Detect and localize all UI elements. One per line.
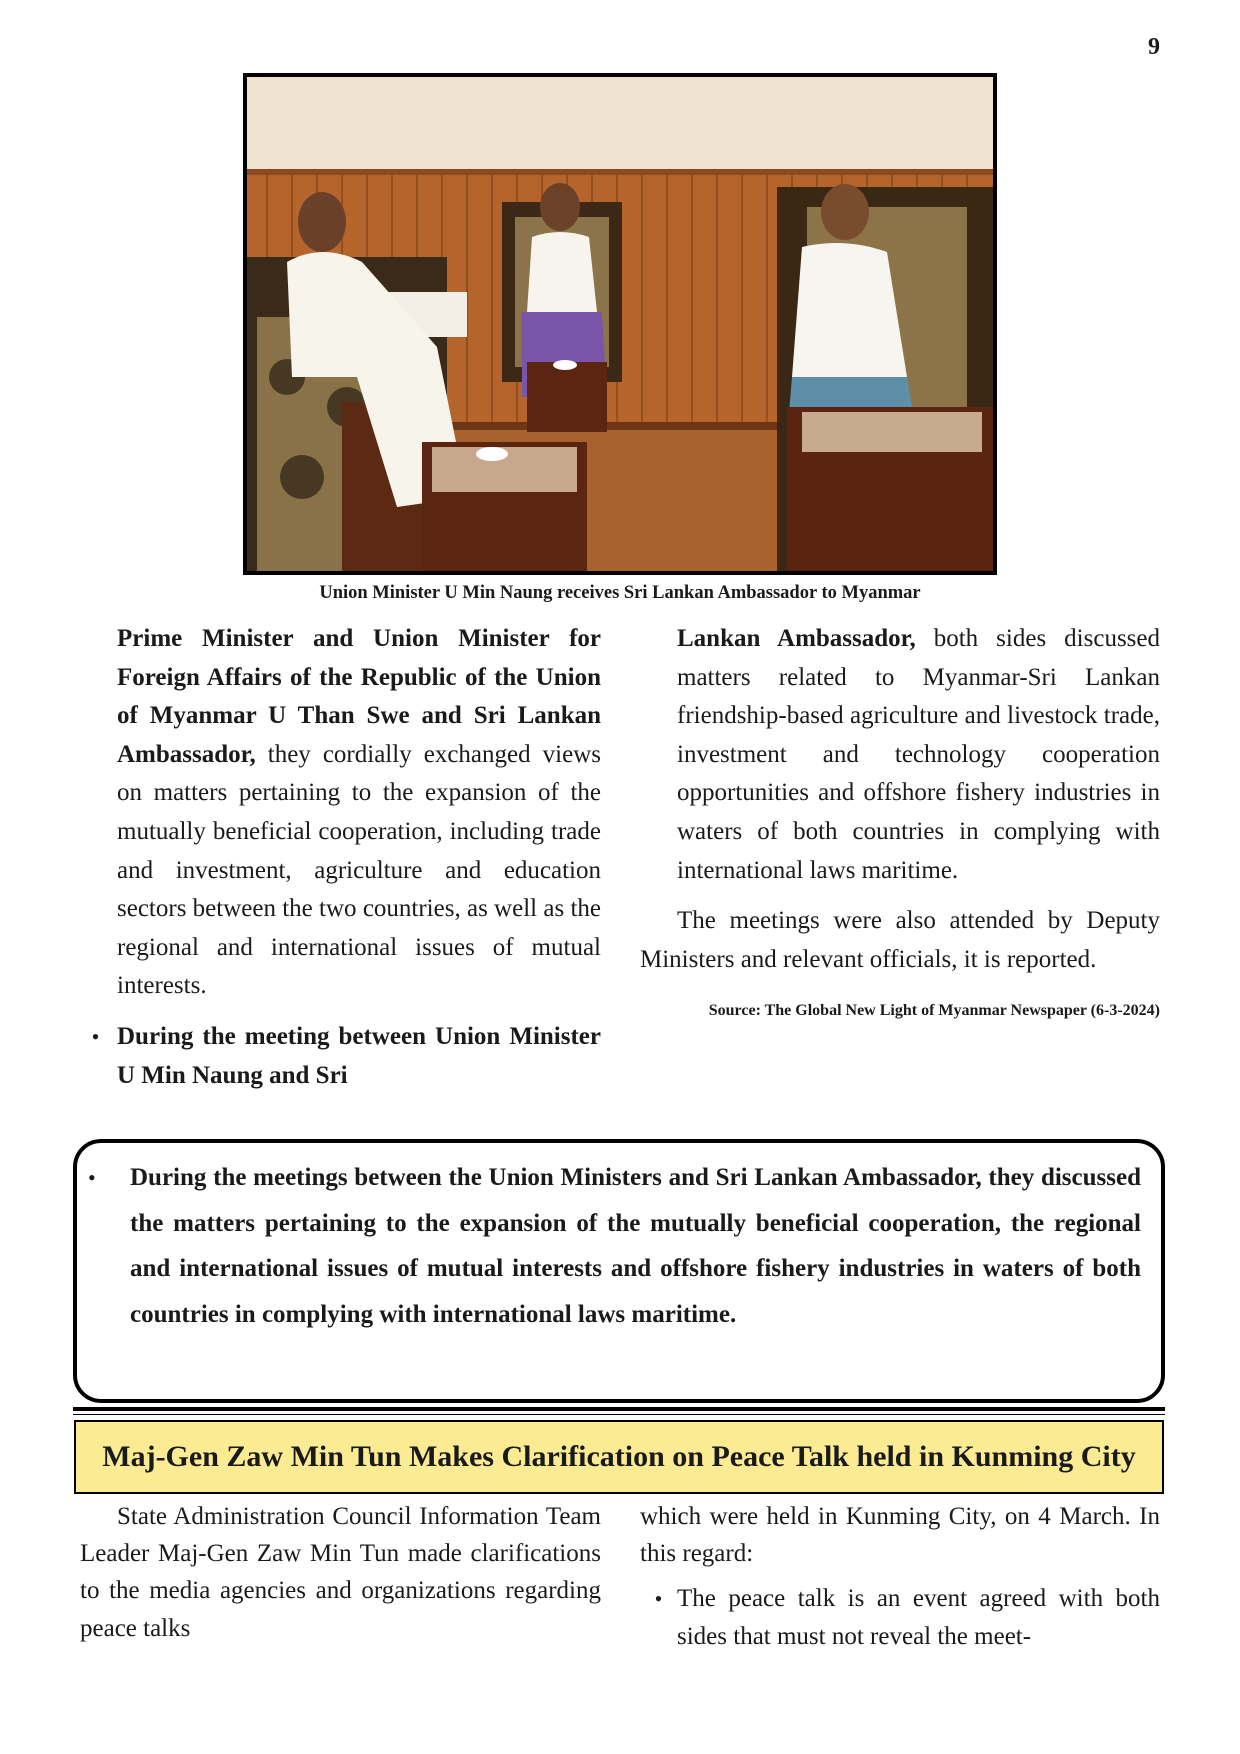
bullet-continuation	[640, 620, 1160, 890]
article2-intro: State Administration Council Information Team Leader Maj-Gen Zaw Min Tun made clarifications to the media agencies and organizations regarding peace talks	[80, 1503, 601, 1642]
section-divider	[73, 1407, 1165, 1411]
meeting-photo-illustration	[247, 77, 993, 571]
article1-right-column	[640, 620, 1160, 1021]
section-divider-thin	[73, 1414, 1165, 1415]
intro-bold-text: Prime Minister and Union Minister for Foreign Affairs of the Republic of the Union of Myanmar U Than Swe and Sri Lankan Ambassador,	[117, 625, 601, 768]
bullet-icon: •	[91, 1023, 100, 1049]
bullet2-rest-text: both sides discussed matters related to Myanmar-Sri Lankan friendship-based agriculture and livestock trade, investment and technology cooperation opportunities and offshore fishery industries in waters of both countries in complying with international laws maritime.	[677, 625, 1161, 884]
article2-headline: Maj-Gen Zaw Min Tun Makes Clarification on Peace Talk held in Kunming City	[102, 1440, 1136, 1473]
summary-bullet-icon: •	[88, 1165, 96, 1190]
intro-paragraph	[117, 620, 601, 1006]
page-number: 9	[1148, 34, 1160, 60]
article1-left-column	[91, 620, 601, 1095]
article2-left-column	[80, 1498, 601, 1647]
bullet-item-meeting	[91, 1018, 601, 1095]
source-citation: Source: The Global New Light of Myanmar Newspaper (6-3-2024)	[708, 1002, 1160, 1020]
article2-bullet-item	[640, 1580, 1160, 1654]
bullet2-bold-left: During the meeting between Union Minister U Min Naung and Sri	[117, 1022, 601, 1089]
article2-bullet1: The peace talk is an event agreed with both sides that must not reveal the meet-	[677, 1585, 1160, 1650]
intro-rest-text: they cordially exchanged views on matters pertaining to the expansion of the mutually beneficial cooperation, including trade and investment, agriculture and education sectors between the two countries, as well as the regional and international issues of mutual interests.	[117, 740, 601, 1000]
bullet2-bold-right: Lankan Ambassador,	[677, 625, 916, 652]
meeting-photo	[243, 73, 997, 575]
article2-continuation: which were held in Kunming City, on 4 March. In this regard:	[640, 1503, 1160, 1568]
photo-caption: Union Minister U Min Naung receives Sri Lankan Ambassador to Myanmar	[319, 583, 921, 603]
article2-headline-box	[74, 1420, 1164, 1494]
article2-right-column	[640, 1498, 1160, 1655]
summary-text: During the meetings between the Union Ministers and Sri Lankan Ambassador, they discussed the matters pertaining to the expansion of the mutually beneficial cooperation, the regional and international issues of mutual interests and offshore fishery industries in waters of both countries in complying with international laws maritime.	[130, 1164, 1141, 1328]
closing-paragraph: The meetings were also attended by Deputy Ministers and relevant officials, it is reported.	[640, 907, 1160, 973]
bullet-icon: •	[654, 1586, 663, 1612]
